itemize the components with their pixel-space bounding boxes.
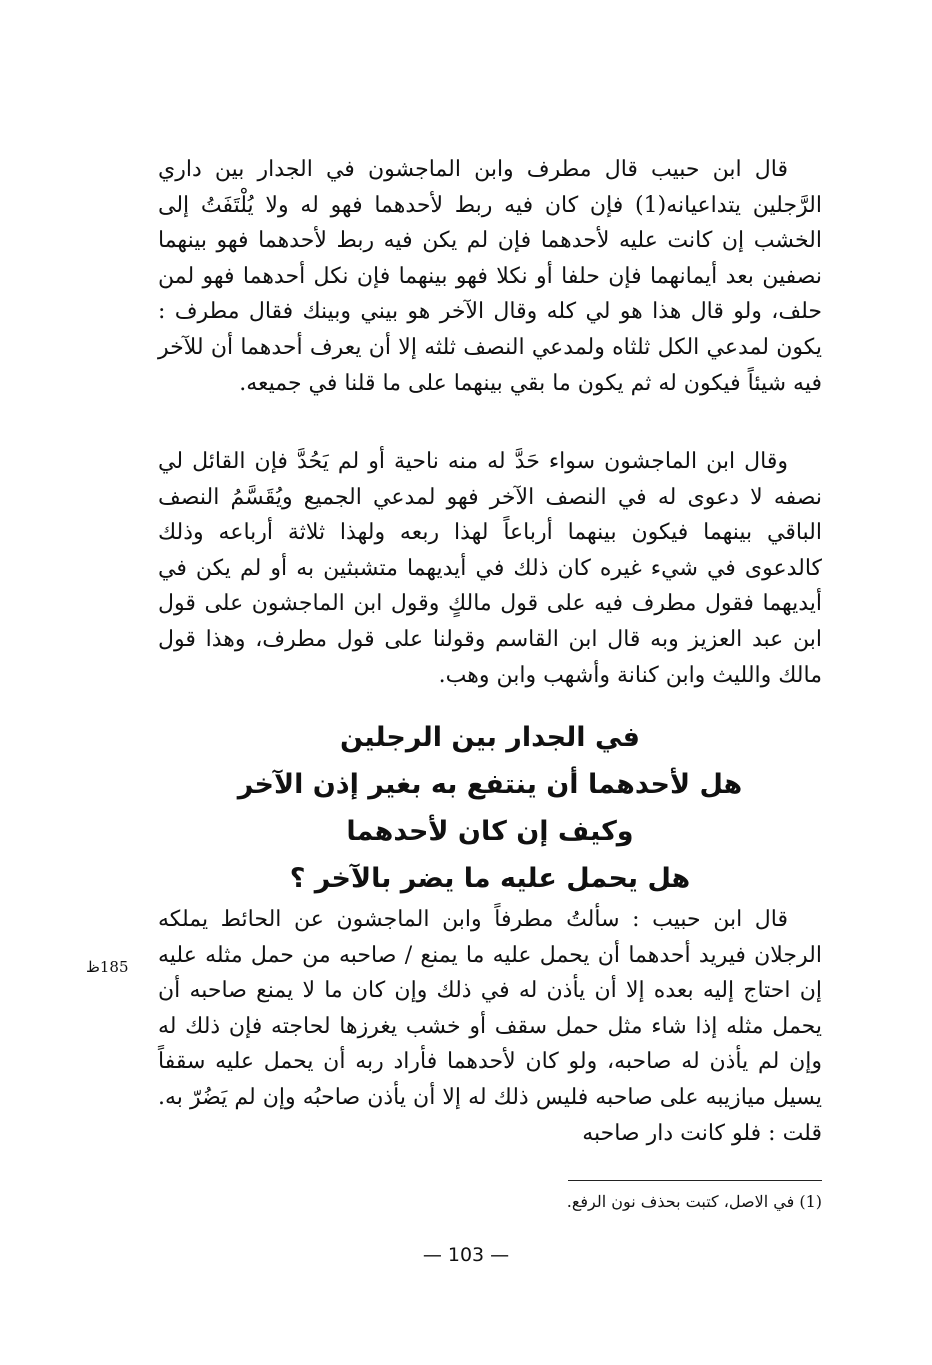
footnote-divider — [568, 1180, 822, 1181]
paragraph-2 — [158, 444, 822, 693]
paragraph-1-text: قال ابن حبيب قال مطرف وابن الماجشون في الجدار بين داري الرَّجلين يتداعيانه(1) فإن كان فيه ربط لأحدهما فهو له ولا يُلْتَفَتُ إلى الخشب إن كانت عليه لأحدهما فإن لم يكن فيه ربط لأحدهما فهو بينهما نصفين بعد أيمانهما فإن حلفا أو نكلا فهو بينهما فإن نكل أحدهما فهو لمن حلف، ولو قال هذا هو لي كله وقال الآخر هو بيني وبينك فقال مطرف : يكون لمدعي الكل ثلثاه ولمدعي النصف ثلثه إلا أن يعرف أحدهما أن للآخر فيه شيئاً فيكون له ثم يكون ما بقي بينهما على ما قلنا في جميعه. — [158, 157, 822, 396]
heading-line-3: وكيف إن كان لأحدهما — [346, 816, 634, 847]
paragraph-1 — [158, 152, 822, 401]
footnote: (1) في الاصل، كتبت بحذف نون الرفع. — [566, 1192, 822, 1211]
paragraph-3 — [158, 902, 822, 1151]
heading-line-1: في الجدار بين الرجلين — [340, 722, 640, 753]
page-number: — 103 — — [422, 1244, 510, 1266]
heading-line-2: هل لأحدهما أن ينتفع به بغير إذن الآخر — [237, 769, 743, 800]
margin-folio-note: 185ظ — [86, 958, 129, 976]
paragraph-2-text: وقال ابن الماجشون سواء حَدَّ له منه ناحية أو لم يَحُدَّ فإن القائل لي نصفه لا دعوى له في النصف الآخر فهو لمدعي الجميع ويُقَسَّمُ النصف الباقي بينهما فيكون بينهما أرباعاً لهذا ربعه ولهذا ثلاثة أرباعه وذلك كالدعوى في شيء غيره كان ذلك في أيديهما متشبثين به أو لم يكن في أيديهما فقول مطرف فيه على قول مالكٍ وقول ابن الماجشون على قول ابن عبد العزيز وبه قال ابن القاسم وقولنا على قول مطرف، وهذا قول مالك والليث وابن كنانة وأشهب وابن وهب. — [158, 449, 822, 688]
heading-line-4: هل يحمل عليه ما يضر بالآخر ؟ — [289, 863, 691, 894]
paragraph-3-text: قال ابن حبيب : سألتُ مطرفاً وابن الماجشون عن الحائط يملكه الرجلان فيريد أحدهما أن يحمل عليه ما يمنع / صاحبه من حمل مثله عليه إن احتاج إليه بعده إلا أن يأذن له في ذلك وإن كان ما لا يمنع صاحبه أن يحمل مثله إذا شاء مثل حمل سقف أو خشب يغرزها لحاجته فإن ذلك له وإن لم يأذن له صاحبه، ولو كان لأحدهما فأراد ربه أن يحمل عليه سقفاً يسيل ميازيبه على صاحبه فليس ذلك له إلا أن يأذن صاحبُه وإن لم يَضُرّ به. قلت : فلو كانت دار صاحبه — [158, 907, 822, 1146]
section-heading — [158, 714, 822, 902]
